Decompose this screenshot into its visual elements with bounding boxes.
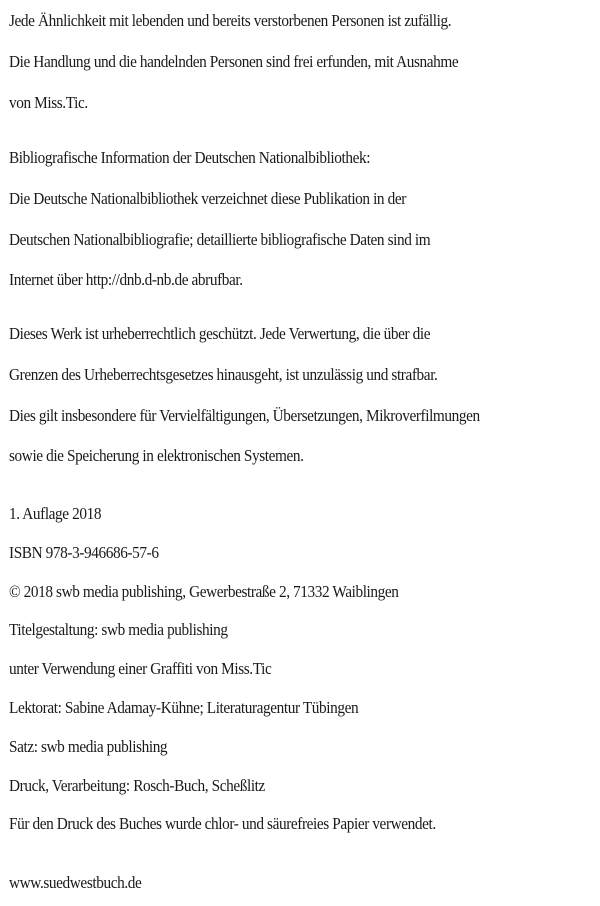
bibliographic-line-1: Bibliografische Information der Deutschen Nationalbibliothek: bbox=[9, 148, 371, 167]
isbn-line: ISBN 978-3-946686-57-6 bbox=[9, 542, 159, 562]
copyright-line-1: Dieses Werk ist urheberrechtlich geschützt. Jede Verwertung, die über die bbox=[9, 324, 431, 343]
disclaimer-paragraph bbox=[9, 8, 508, 123]
copyright-line-4: sowie die Speicherung in elektronischen Systemen. bbox=[9, 446, 304, 466]
publisher-copyright-line: © 2018 swb media publishing, Gewerbestraße 2, 71332 Waiblingen bbox=[9, 581, 399, 601]
editing-line: Lektorat: Sabine Adamay-Kühne; Literaturagentur Tübingen bbox=[9, 697, 359, 717]
website-link[interactable]: www.suedwestbuch.de bbox=[9, 873, 142, 892]
disclaimer-line-1: Jede Ähnlichkeit mit lebenden und bereits verstorbenen Personen ist zufällig. bbox=[9, 11, 452, 30]
paper-line: Für den Druck des Buches wurde chlor- und säurefreies Papier verwendet. bbox=[9, 814, 436, 834]
printing-line: Druck, Verarbeitung: Rosch-Buch, Scheßlitz bbox=[9, 775, 265, 795]
copyright-line-2: Grenzen des Urheberrechtsgesetzes hinausgeht, ist unzulässig und strafbar. bbox=[9, 364, 438, 384]
bibliographic-line-3: Deutschen Nationalbibliografie; detaillierte bibliografische Daten sind im bbox=[9, 229, 431, 249]
cover-graffiti-line: unter Verwendung einer Graffiti von Miss.Tic bbox=[9, 659, 272, 679]
bibliographic-paragraph bbox=[9, 145, 477, 301]
copyright-paragraph bbox=[9, 321, 532, 477]
bibliographic-line-4: Internet über http://dnb.d-nb.de abrufbar. bbox=[9, 270, 243, 290]
website-paragraph bbox=[9, 870, 156, 896]
disclaimer-line-3: von Miss.Tic. bbox=[9, 92, 88, 112]
copyright-line-3: Dies gilt insbesondere für Vervielfältigungen, Übersetzungen, Mikroverfilmungen bbox=[9, 405, 480, 425]
disclaimer-line-2: Die Handlung und die handelnden Personen sind frei erfunden, mit Ausnahme bbox=[9, 51, 459, 71]
edition-line: 1. Auflage 2018 bbox=[9, 504, 102, 523]
bibliographic-line-2: Die Deutsche Nationalbibliothek verzeichnet diese Publikation in der bbox=[9, 188, 406, 208]
typesetting-line: Satz: swb media publishing bbox=[9, 736, 168, 756]
cover-design-line: Titelgestaltung: swb media publishing bbox=[9, 620, 228, 640]
publication-details bbox=[9, 502, 483, 844]
